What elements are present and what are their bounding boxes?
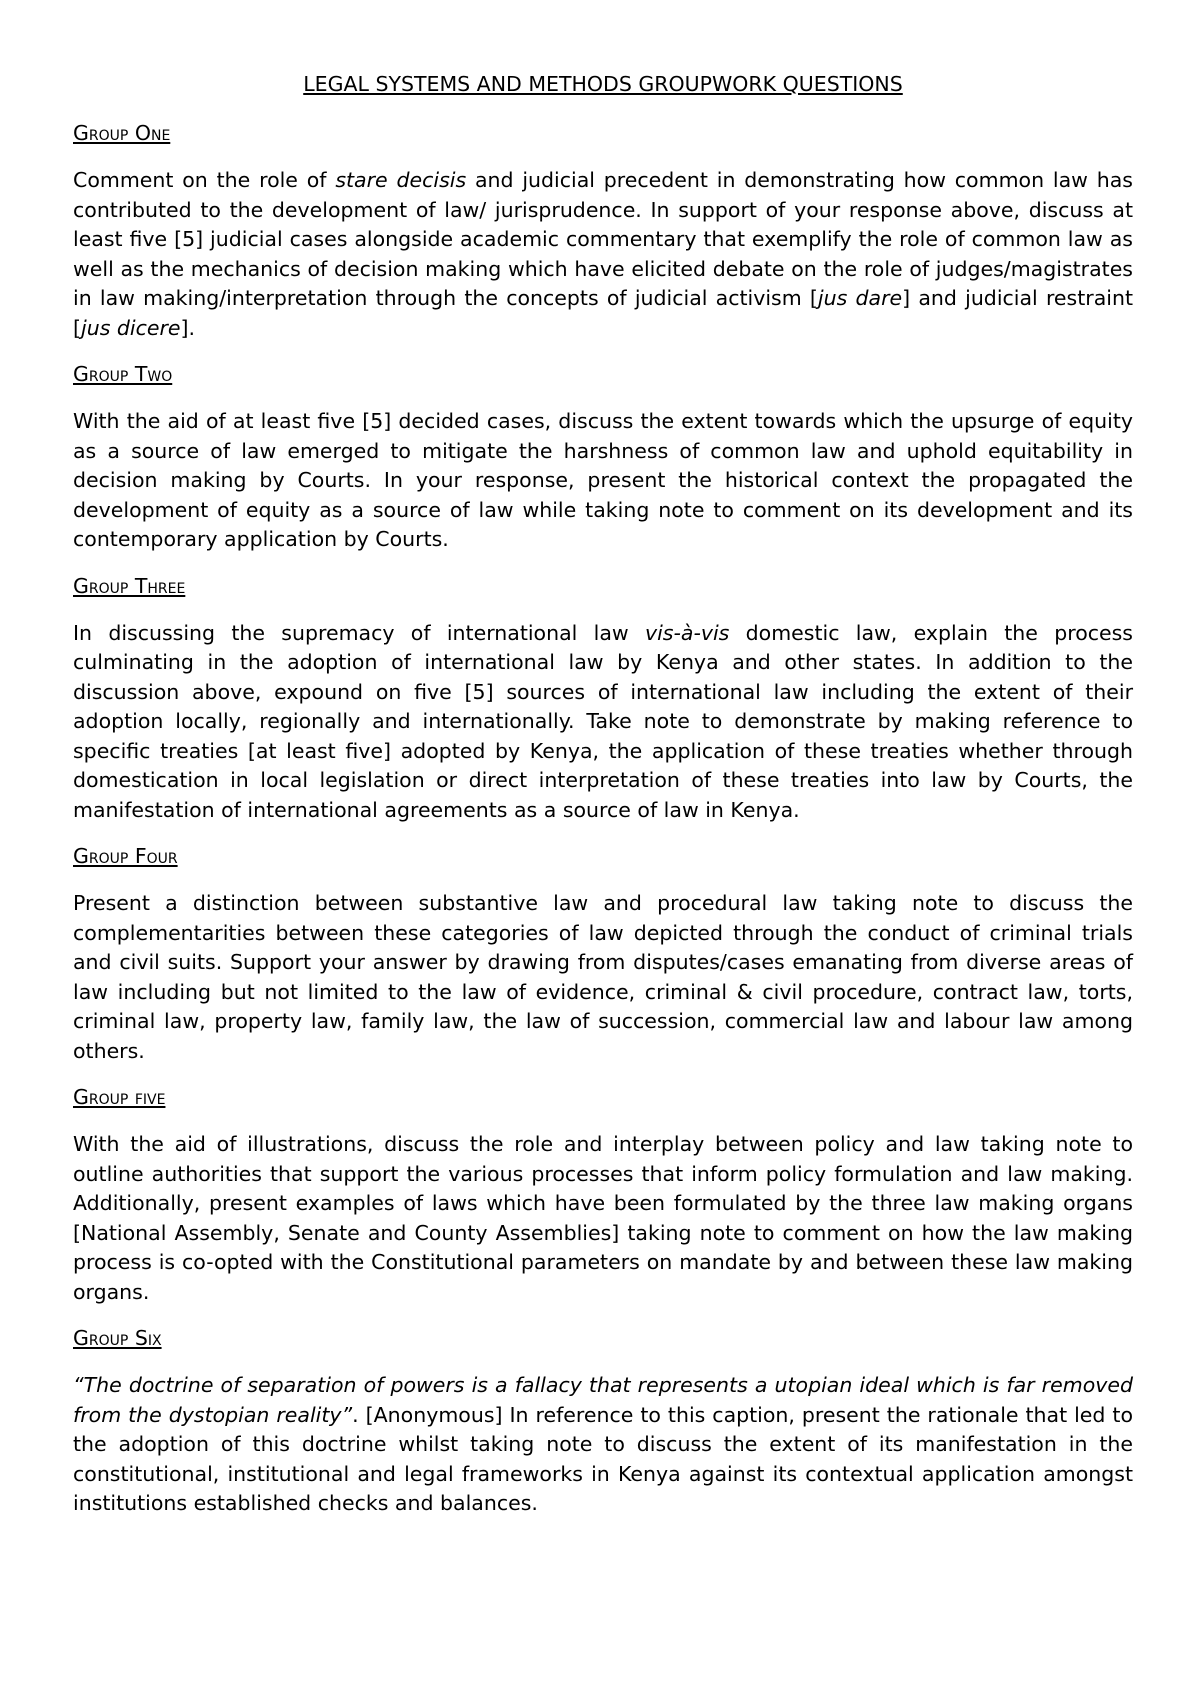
italic-text-segment: stare decisis [335,168,467,192]
text-segment: Present a distinction between substantive law and procedural law taking note to discuss the complementarities between these categories of law depicted through the conduct of criminal trials and civil suits. Support your answer by drawing from disputes/cases emanating from diverse areas of law including but not limited to the law of evidence, criminal & civil procedure, contract law, torts, criminal law, property law, family law, the law of succession, commercial law and labour law among others. [73,891,1133,1063]
section-group [73,842,1133,1066]
text-segment: and judicial precedent in demonstrating how common law has contributed to the development of law/ jurisprudence. In support of your response above, discuss at least five [5] judicial cases alongside academic commentary that exemplify the role of common law as well as the mechanics of decision making which have elicited debate on the role of judges/magistrates in law making/interpretation through the concepts of judicial activism [ [73,168,1133,310]
text-segment: . [Anonymous] In reference to this caption, present the rationale that led to the adoption of this doctrine whilst taking note to discuss the extent of its manifestation in the constitutional, institutional and legal frameworks in Kenya against its contextual application amongst institutions established checks and balances. [73,1402,1133,1515]
section-question-text [73,1371,1133,1519]
section-group [73,1083,1133,1307]
section-heading: Group Four [73,844,178,868]
section-group [73,572,1133,826]
section-question-text [73,407,1133,555]
section-group [73,1324,1133,1519]
section-heading: Group Three [73,573,186,598]
section-group [73,360,1133,555]
section-question-text [73,1130,1133,1307]
sections-container [73,119,1133,1519]
section-question-text [73,619,1133,826]
text-segment: ] and judicial restraint [ [73,286,1133,340]
section-heading: Group Two [73,362,173,386]
italic-text-segment: jus dare [817,286,903,310]
text-segment: Comment on the role of [73,168,336,192]
text-segment: With the aid of illustrations, discuss the role and interplay between policy and law taking note to outline authorities that support the various processes that inform policy formulation and law making. Additionally, present examples of laws which have been formulated by the three law making organs [National Assembly, Senate and County Assemblies] taking note to comment on how the law making process is co-opted with the Constitutional parameters on mandate by and between these law making organs. [73,1132,1133,1304]
section-heading: Group five [73,1085,166,1109]
text-segment: With the aid of at least five [5] decided cases, discuss the extent towards which the upsurge of equity as a source of law emerged to mitigate the harshness of common law and uphold equitability in decision making by Courts. In your response, present the historical context the propagated the development of equity as a source of law while taking note to comment on its development and its contemporary application by Courts. [73,409,1133,551]
italic-text-segment: “The doctrine of separation of powers is a fallacy that represents a utopian ideal which is far removed from the dystopian reality” [73,1373,1133,1427]
text-segment: ]. [180,315,196,340]
section-group [73,119,1133,343]
text-segment: In discussing the supremacy of international law [73,620,645,645]
document-title: LEGAL SYSTEMS AND METHODS GROUPWORK QUESTIONS [303,72,903,96]
text-segment: domestic law, explain the process culminating in the adoption of international law by Kenya and other states. In addition to the discussion above, expound on five [5] sources of international law including the extent of their adoption locally, regionally and internationally. Take note to demonstrate by making reference to specific treaties [at least five] adopted by Kenya, the application of these treaties whether through domestication in local legislation or direct interpretation of these treaties into law by Courts, the manifestation of international agreements as a source of law in Kenya. [73,620,1133,822]
italic-text-segment: vis-à-vis [644,620,730,645]
section-question-text [73,166,1133,343]
section-question-text [73,889,1133,1066]
section-heading: Group One [73,121,171,145]
italic-text-segment: jus dicere [81,315,181,340]
document-page [73,70,1133,1536]
section-heading: Group Six [73,1326,162,1350]
